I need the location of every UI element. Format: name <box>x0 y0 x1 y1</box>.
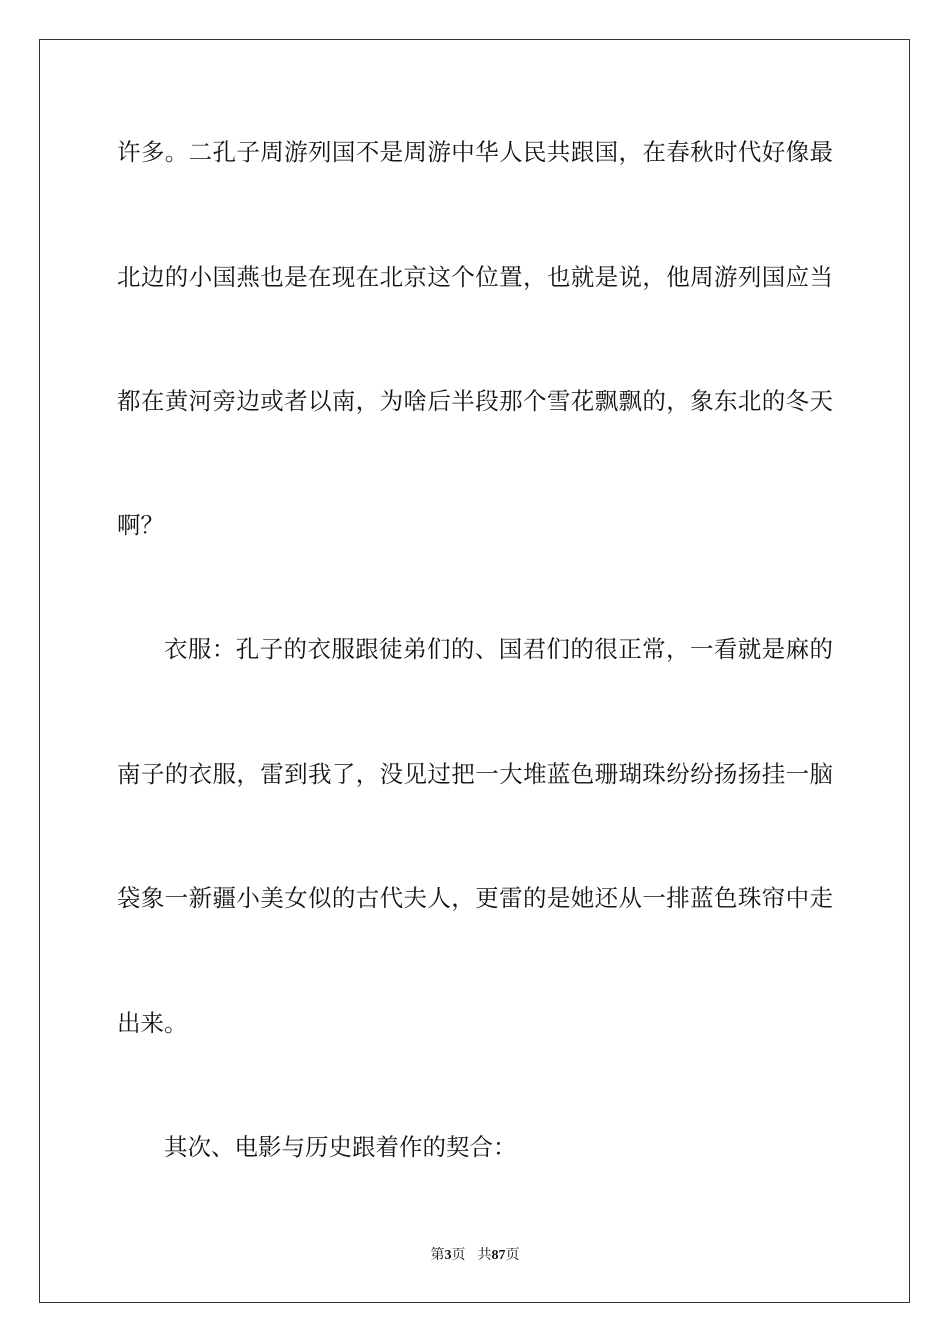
body-text-line: 出来。 <box>117 1009 188 1037</box>
page-prefix: 第 <box>430 1248 445 1263</box>
page-number: 3 <box>444 1248 452 1263</box>
page-border <box>39 39 910 1303</box>
page-suffix: 页 <box>451 1248 466 1263</box>
body-text-line: 袋象一新疆小美女似的古代夫人，更雷的是她还从一排蓝色珠帘中走 <box>117 884 833 912</box>
body-text-line: 衣服：孔子的衣服跟徒弟们的、国君们的很正常，一看就是麻的 <box>164 635 833 663</box>
body-text-line: 啊？ <box>117 511 164 539</box>
page-footer <box>0 1247 950 1265</box>
body-text-line: 许多。二孔子周游列国不是周游中华人民共跟国，在春秋时代好像最 <box>117 138 833 166</box>
body-text-line: 南子的衣服，雷到我了，没见过把一大堆蓝色珊瑚珠纷纷扬扬挂一脑 <box>117 760 833 788</box>
body-text-line: 北边的小国燕也是在现在北京这个位置，也就是说，他周游列国应当 <box>117 263 833 291</box>
total-prefix: 共 <box>477 1248 492 1263</box>
total-pages: 87 <box>491 1248 506 1263</box>
body-text-line: 都在黄河旁边或者以南，为啥后半段那个雪花飘飘的，象东北的冬天 <box>117 387 833 415</box>
body-text-line: 其次、电影与历史跟着作的契合： <box>164 1133 517 1161</box>
total-suffix: 页 <box>505 1248 520 1263</box>
